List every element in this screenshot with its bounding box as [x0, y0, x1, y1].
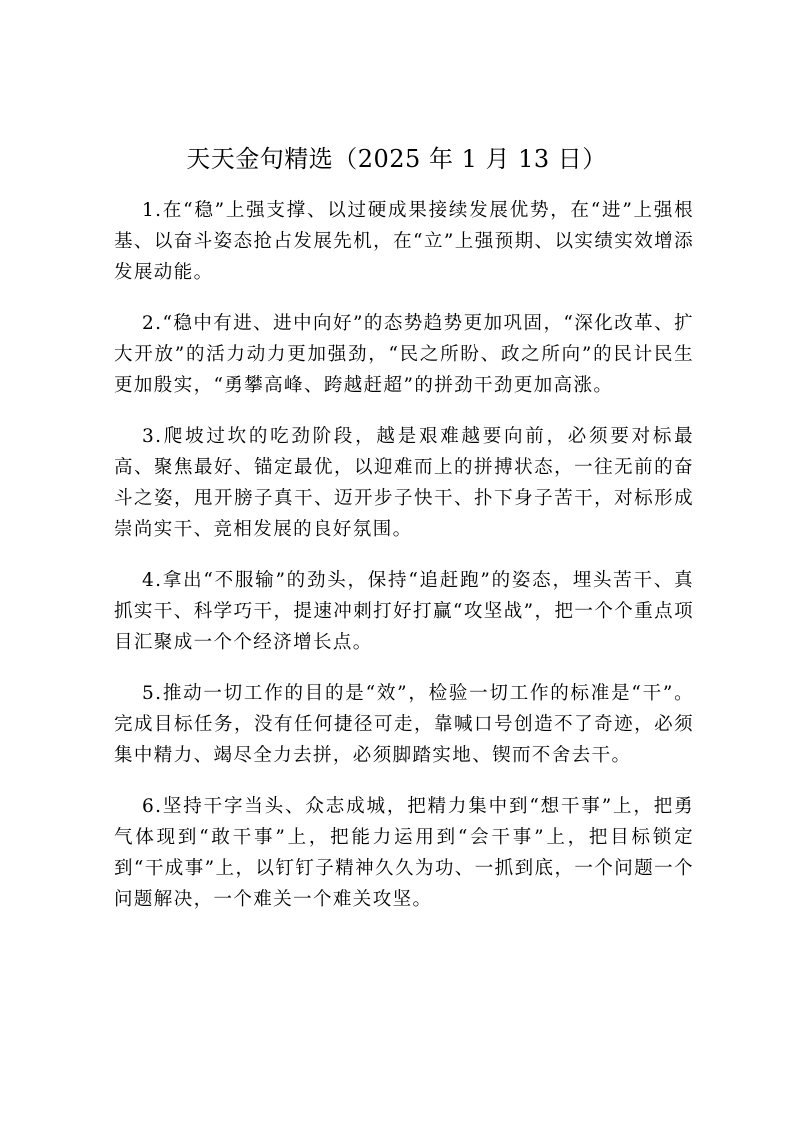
- page-title: 天天金句精选（2025 年 1 月 13 日）: [186, 145, 607, 173]
- paragraph-6: 6.坚持干字当头、众志成城，把精力集中到“想干事”上，把勇气体现到“敢干事”上，把能力运用到“会干事”上，把目标锁定到“干成事”上，以钉钉子精神久久为功、一抓到底，一个问题一个问题解决，一个难关一个难关攻坚。: [114, 796, 694, 910]
- paragraph-1: 1.在“稳”上强支撑、以过硬成果接续发展优势，在“进”上强根基、以奋斗姿态抢占发展先机，在“立”上强预期、以实绩实效增添发展动能。: [114, 200, 694, 283]
- paragraph-4: 4.拿出“不服输”的劲头，保持“追赶跑”的姿态，埋头苦干、真抓实干、科学巧干，提速冲刺打好打赢“攻坚战”，把一个个重点项目汇聚成一个个经济增长点。: [114, 570, 694, 653]
- paragraph-3: 3.爬坡过坎的吃劲阶段，越是艰难越要向前，必须要对标最高、聚焦最好、锚定最优，以迎难而上的拼搏状态，一往无前的奋斗之姿，甩开膀子真干、迈开步子快干、扑下身子苦干，对标形成崇尚实干、竞相发展的良好氛围。: [114, 426, 694, 540]
- document-body: [114, 195, 694, 935]
- paragraph-2: 2.“稳中有进、进中向好”的态势趋势更加巩固，“深化改革、扩大开放”的活力动力更加强劲，“民之所盼、政之所向”的民计民生更加殷实，“勇攀高峰、跨越赶超”的拼劲干劲更加高涨。: [114, 313, 694, 396]
- paragraph-5: 5.推动一切工作的目的是“效”，检验一切工作的标准是“干”。完成目标任务，没有任何捷径可走，靠喊口号创造不了奇迹，必须集中精力、竭尽全力去拼，必须脚踏实地、锲而不舍去干。: [114, 683, 694, 766]
